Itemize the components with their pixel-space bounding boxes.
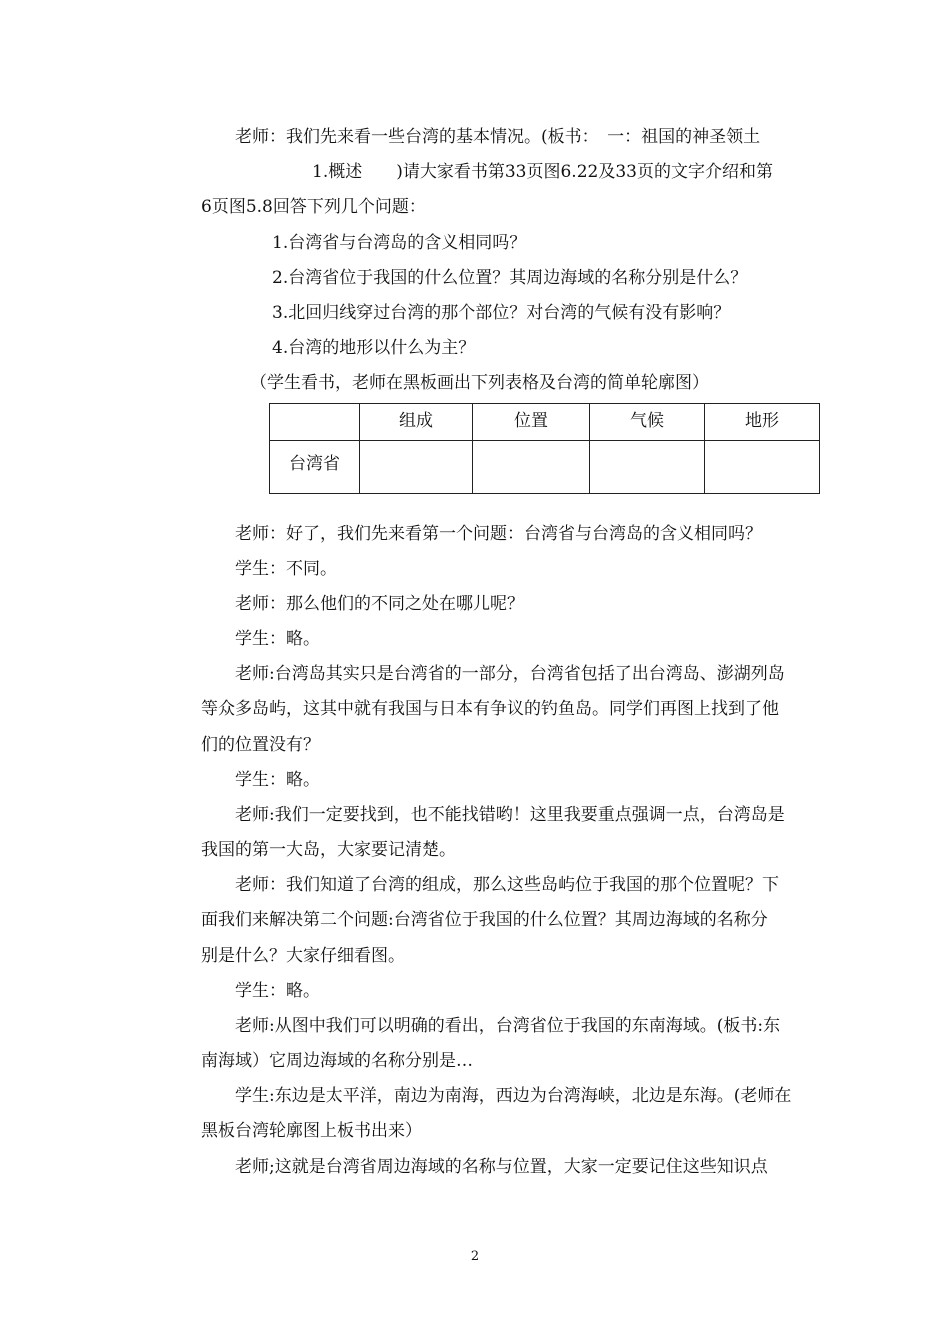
- paragraph-line: 学生：略。: [235, 981, 320, 1001]
- paragraph-line: 老师;这就是台湾省周边海域的名称与位置，大家一定要记住这些知识点: [235, 1157, 768, 1177]
- table-header-cell: [270, 404, 360, 441]
- paragraph-line: 学生：略。: [235, 629, 320, 649]
- paragraph-line: 老师：我们先来看一些台湾的基本情况。(板书： 一：祖国的神圣领土: [235, 127, 761, 147]
- paragraph-line: 学生：不同。: [235, 559, 337, 579]
- table-header-cell: 位置: [473, 404, 590, 441]
- table-row: [270, 441, 820, 494]
- question-item: 1.台湾省与台湾岛的含义相同吗？: [272, 233, 527, 253]
- table-header-row: [270, 404, 820, 441]
- paragraph-line: 1.概述 )请大家看书第33页图6.22及33页的文字介绍和第: [312, 162, 773, 182]
- paragraph-line: 南海域）它周边海域的名称分别是…: [201, 1051, 473, 1071]
- paragraph-line: 老师：我们知道了台湾的组成，那么这些岛屿位于我国的那个位置呢？下: [235, 875, 779, 895]
- question-item: 3.北回归线穿过台湾的那个部位？对台湾的气候有没有影响？: [272, 303, 731, 323]
- table-header-cell: 组成: [360, 404, 473, 441]
- table-cell: [473, 441, 590, 494]
- table-header-cell: 地形: [705, 404, 820, 441]
- paragraph-line: 我国的第一大岛，大家要记清楚。: [201, 840, 456, 860]
- question-item: 2.台湾省位于我国的什么位置？其周边海域的名称分别是什么？: [272, 268, 748, 288]
- question-item: 4.台湾的地形以什么为主？: [272, 338, 476, 358]
- paragraph-line: 老师：好了，我们先来看第一个问题：台湾省与台湾岛的含义相同吗？: [235, 524, 762, 544]
- paragraph-line: 黑板台湾轮廓图上板书出来）: [201, 1121, 422, 1141]
- paragraph-line: 们的位置没有？: [201, 735, 320, 755]
- table-cell: [360, 441, 473, 494]
- paragraph-line: 学生：略。: [235, 770, 320, 790]
- stage-note: （学生看书，老师在黑板画出下列表格及台湾的简单轮廓图）: [250, 373, 709, 393]
- paragraph-line: 学生:东边是太平洋，南边为南海，西边为台湾海峡，北边是东海。(老师在: [235, 1086, 792, 1106]
- table-cell: [705, 441, 820, 494]
- paragraph-line: 面我们来解决第二个问题:台湾省位于我国的什么位置？其周边海域的名称分: [201, 910, 768, 930]
- paragraph-line: 等众多岛屿，这其中就有我国与日本有争议的钓鱼岛。同学们再图上找到了他: [201, 699, 779, 719]
- board-table: [269, 403, 820, 494]
- table-cell: 台湾省: [270, 441, 360, 494]
- page-number: 2: [470, 1249, 480, 1264]
- paragraph-line: 老师:我们一定要找到，也不能找错哟！这里我要重点强调一点，台湾岛是: [235, 805, 785, 825]
- table-header-cell: 气候: [590, 404, 705, 441]
- paragraph-line: 老师：那么他们的不同之处在哪儿呢？: [235, 594, 524, 614]
- paragraph-line: 老师:台湾岛其实只是台湾省的一部分，台湾省包括了出台湾岛、澎湖列岛: [235, 664, 785, 684]
- table-cell: [590, 441, 705, 494]
- paragraph-line: 老师:从图中我们可以明确的看出，台湾省位于我国的东南海域。(板书:东: [235, 1016, 781, 1036]
- paragraph-line: 别是什么？大家仔细看图。: [201, 946, 405, 966]
- paragraph-line: 6页图5.8回答下列几个问题：: [201, 197, 426, 217]
